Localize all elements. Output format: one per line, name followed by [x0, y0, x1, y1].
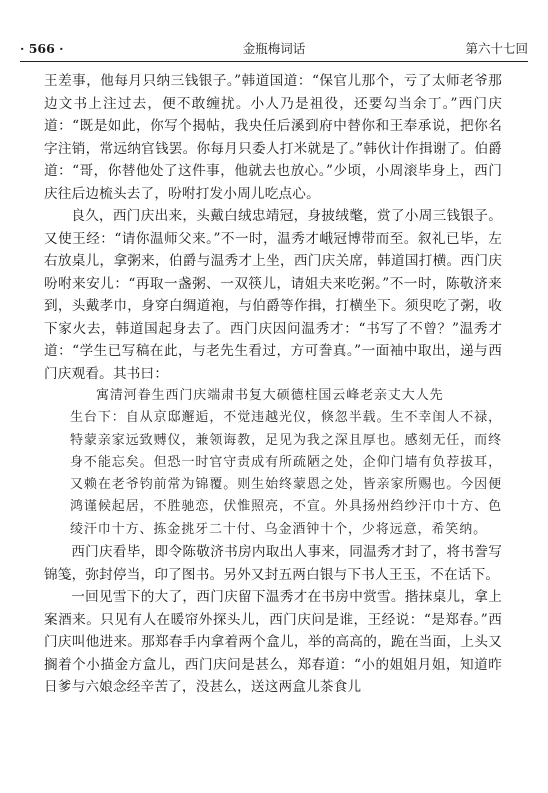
main-text	[44, 70, 502, 699]
paragraph-continued: 王差事，他每月只纳三钱银子。”韩道国道：“保官儿那个，亏了太师老爷那边文书上注过去，便不敢缠扰。小人乃是祖役，还要勾当余丁。”西门庆道：“既是如此，你写个揭帖，我央任后溪到府中替你和王奉承说，把你名字注销，常远纳官钱罢。你每月只委人打米就是了。”韩伙计作揖谢了。伯爵道：“哥，你替他处了这件事，他就去也放心。”少顷，小周滚毕身上，西门庆往后边梳头去了，吩咐打发小周儿吃点心。	[44, 73, 502, 202]
chapter-label: 第六十七回	[465, 41, 528, 56]
book-title: 金瓶梅词话	[242, 41, 306, 56]
paragraph: 良久，西门庆出来，头戴白绒忠靖冠，身披绒氅，赏了小周三钱银子。又使王经：“请你温师父来。”不一时，温秀才峨冠博带而至。叙礼已毕，左右放桌儿，拿粥来，伯爵与温秀才上坐，西门庆关席，韩道国打横。西门庆吩咐来安儿：“再取一盏粥、一双筷儿，请姐夫来吃粥。”不一时，陈敬济来到，头戴孝巾，身穿白绸道袍，与伯爵等作揖，打横坐下。须臾吃了粥，收下家火去，韩道国起身去了。西门庆因问温秀才：“书写了不曾？”温秀才道：“学生已写稿在此，与老先生看过，方可誊真。”一面袖中取出，递与西门庆观看。其书曰：	[44, 208, 502, 382]
letter-salutation: 寓清河眷生西门庆端肃书复大硕德柱国云峰老亲丈大人先	[96, 388, 444, 403]
letter-block	[44, 385, 502, 541]
paragraph: 一回见雪下的大了，西门庆留下温秀才在书房中赏雪。揩抹桌儿，拿上案酒来。只见有人在暖帘外探头儿，西门庆问是谁，王经说：“是郑春。”西门庆叫他进来。那郑春手内拿着两个盒儿，举的高高的，跪在当面，上头又搁着个小描金方盒儿，西门庆问是甚么，郑春道：“小的姐姐月姐，知道昨日爹与六娘念经辛苦了，没甚么，送这两盒儿茶食儿	[44, 589, 502, 696]
letter-body: 生台下：自从京邸邂逅，不觉违越光仪，倏忽半载。生不幸闺人不禄，特蒙亲家远致赙仪，兼领诲教，足见为我之深且厚也。感刻无任，而终身不能忘矣。但恐一时官守责成有所疏陋之处，企仰门墙有负荐拔耳，又赖在老爷钧前常为锦覆。则生始终蒙恩之处，皆亲家所赐也。今因便鸿谨候起居，不胜驰恋，伏惟照亮，不宣。外具扬州绉纱汗巾十方、色绫汗巾十方、拣金挑牙二十付、乌金酒钟十个，少将远意，希笑纳。	[70, 410, 502, 537]
running-header	[20, 40, 528, 58]
header-rule	[20, 61, 528, 62]
paragraph: 西门庆看毕，即令陈敬济书房内取出人事来，同温秀才封了，将书誊写锦笺，弥封停当，印了图书。另外又封五两白银与下书人王玉，不在话下。	[44, 544, 502, 583]
page-number: · 566 ·	[20, 41, 64, 56]
